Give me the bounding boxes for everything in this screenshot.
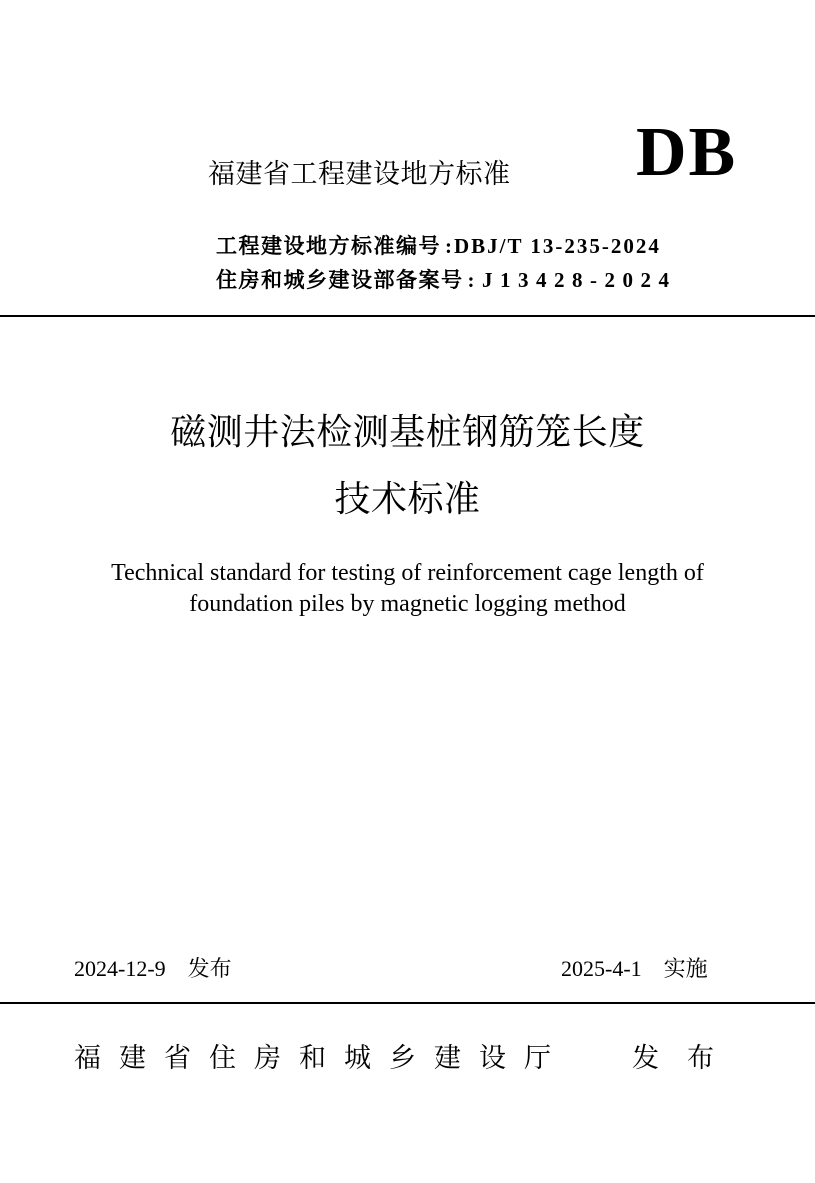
title-en-line1: Technical standard for testing of reinforcement cage length of (111, 560, 704, 586)
title-zh-line2: 技术标准 (334, 479, 481, 520)
record-number-row (216, 264, 677, 294)
effective-label: 实施 (663, 957, 708, 982)
standard-number-row (216, 230, 661, 260)
issue-label: 发布 (632, 1043, 742, 1074)
publish-date: 2024-12-9 (74, 956, 166, 981)
record-number-value: :J13428-2024 (467, 268, 677, 292)
effective-date: 2025-4-1 (561, 956, 642, 981)
standard-number-value: :DBJ/T 13-235-2024 (445, 234, 661, 258)
publish-date-row (74, 952, 232, 983)
standard-number-label: 工程建设地方标准编号 (216, 234, 441, 258)
top-divider (0, 315, 815, 317)
title-zh-line1: 磁测井法检测基桩钢筋笼长度 (170, 412, 645, 453)
db-mark: DB (636, 114, 738, 191)
record-number-label: 住房和城乡建设部备案号 (216, 268, 464, 292)
issuer-name: 福建省住房和城乡建设厅 (74, 1043, 569, 1074)
series-title: 福建省工程建设地方标准 (208, 159, 511, 190)
bottom-divider (0, 1002, 815, 1004)
effective-date-row (561, 952, 708, 983)
title-en-line2: foundation piles by magnetic logging method (189, 591, 626, 617)
publish-label: 发布 (187, 957, 232, 982)
